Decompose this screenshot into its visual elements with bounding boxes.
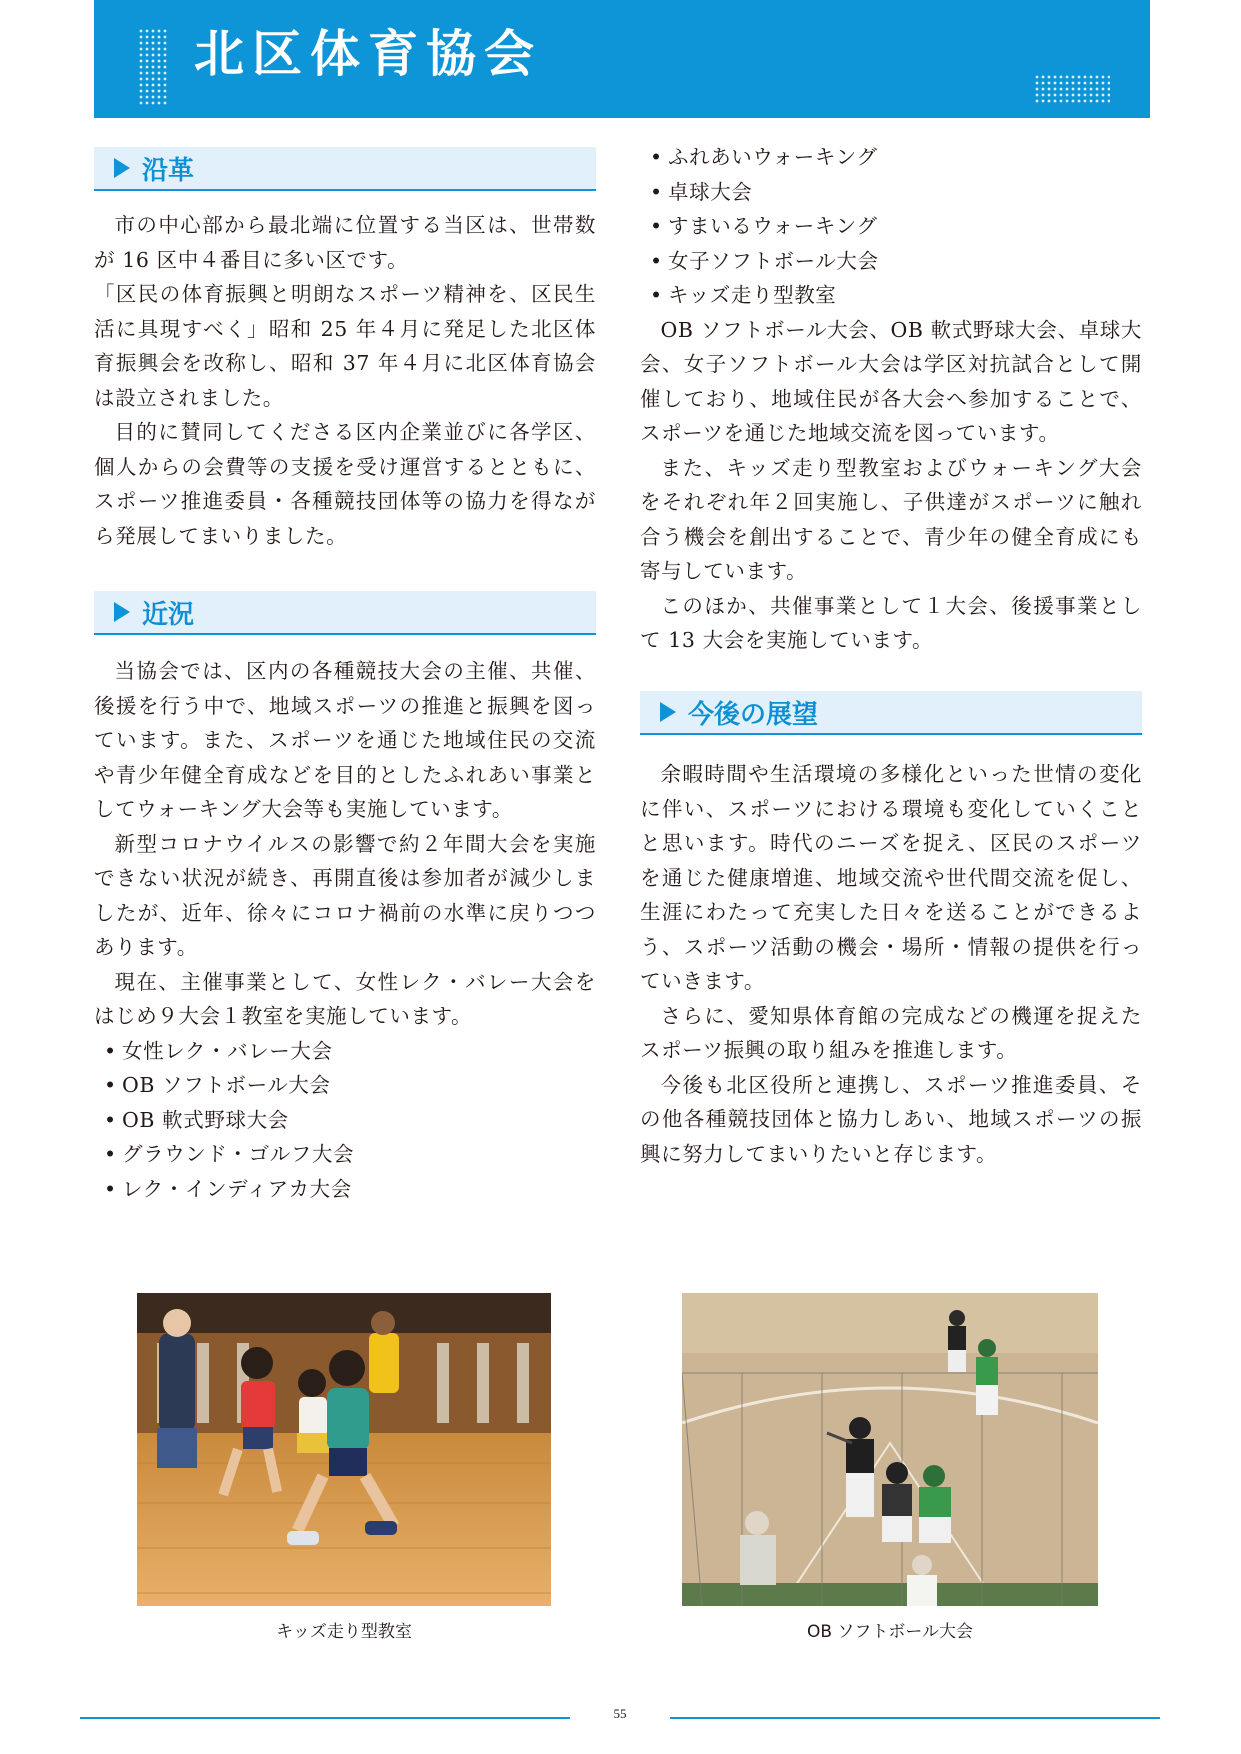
footer-divider (670, 1717, 1160, 1719)
paragraph: 当協会では、区内の各種競技大会の主催、共催、後援を行う中で、地域スポーツの推進と振興を図っています。また、スポーツを通じた地域住民の交流や青少年健全育成などを目的としたふれあい事業としてウォーキング大会等も実施しています。 (94, 659, 596, 821)
paragraph: このほか、共催事業として１大会、後援事業として 13 大会を実施しています。 (640, 593, 1142, 652)
footer-divider (80, 1717, 570, 1719)
paragraph: 余暇時間や生活環境の多様化といった世情の変化に伴い、スポーツにおける環境も変化していくことと思います。時代のニーズを捉え、区民のスポーツを通じた健康増進、地域交流や世代間交流を促し、生涯にわたって充実した日々を送ることができるよう、スポーツ活動の機会・場所・情報の提供を行っていきます。 (640, 762, 1142, 993)
list-item: • ふれあいウォーキング (640, 140, 1142, 175)
paragraph: 目的に賛同してくださる区内企業並びに各学区、個人からの会費等の支援を受け運営するとともに、スポーツ推進委員・各種競技団体等の協力を得ながら発展してまいりました。 (94, 420, 596, 548)
paragraph: さらに、愛知県体育館の完成などの機運を捉えたスポーツ振興の取り組みを推進します。 (640, 1003, 1142, 1062)
list-item: • OB 軟式野球大会 (94, 1103, 596, 1138)
photo-illustration (682, 1293, 1098, 1606)
event-list (94, 1034, 596, 1207)
list-item: • 女子ソフトボール大会 (640, 244, 1142, 279)
paragraph: 市の中心部から最北端に位置する当区は、世帯数が 16 区中４番目に多い区です。 (94, 213, 596, 272)
section-header-recent (94, 591, 596, 635)
paragraph: 今後も北区役所と連携し、スポーツ推進委員、その他各種競技団体と協力しあい、地域スポーツの振興に努力してまいりたいと存じます。 (640, 1072, 1142, 1166)
list-item: • キッズ走り型教室 (640, 278, 1142, 313)
paragraph: また、キッズ走り型教室およびウォーキング大会をそれぞれ年２回実施し、子供達がスポーツに触れ合う機会を創出することで、青少年の健全育成にも寄与しています。 (640, 455, 1142, 583)
event-list (640, 140, 1142, 313)
paragraph: OB ソフトボール大会、OB 軟式野球大会、卓球大会、女子ソフトボール大会は学区対抗試合として開催しており、地域住民が各大会へ参加することで、スポーツを通じた地域交流を図っています。 (640, 317, 1142, 445)
list-item: • 女性レク・バレー大会 (94, 1034, 596, 1069)
dot-pattern-decoration (138, 28, 168, 106)
triangle-bullet-icon (660, 702, 676, 722)
triangle-bullet-icon (114, 158, 130, 178)
paragraph: 現在、主催事業として、女性レク・バレー大会をはじめ９大会１教室を実施しています。 (94, 969, 596, 1028)
paragraph: 新型コロナウイルスの影響で約２年間大会を実施できない状況が続き、再開直後は参加者が減少しましたが、近年、徐々にコロナ禍前の水準に戻りつつあります。 (94, 831, 596, 959)
section-title: 近況 (142, 599, 195, 630)
section-title: 今後の展望 (688, 699, 819, 730)
photo-illustration (137, 1293, 551, 1606)
triangle-bullet-icon (114, 602, 130, 622)
section-title: 沿革 (142, 155, 195, 186)
list-item: • レク・インディアカ大会 (94, 1172, 596, 1207)
list-item: • グラウンド・ゴルフ大会 (94, 1137, 596, 1172)
photo-caption: OB ソフトボール大会 (806, 1622, 974, 1642)
photo-ob-softball (682, 1293, 1098, 1606)
history-body (94, 208, 596, 553)
page-number: 55 (613, 1706, 627, 1721)
list-item: • OB ソフトボール大会 (94, 1068, 596, 1103)
page-header (94, 0, 1150, 118)
section-header-history (94, 147, 596, 191)
paragraph: 「区民の体育振興と明朗なスポーツ精神を、区民生活に具現すべく」昭和 25 年４月に発足した北区体育振興会を改称し、昭和 37 年４月に北区体育協会は設立されました。 (94, 282, 596, 410)
section-header-outlook (640, 691, 1142, 735)
dot-pattern-decoration (1034, 74, 1110, 104)
recent-body (94, 654, 596, 1206)
page-title: 北区体育協会 (194, 25, 542, 83)
list-item: • 卓球大会 (640, 175, 1142, 210)
list-item: • すまいるウォーキング (640, 209, 1142, 244)
photo-kids-running-class (137, 1293, 551, 1606)
photo-caption: キッズ走り型教室 (276, 1622, 412, 1642)
recent-body-continued (640, 140, 1142, 658)
outlook-body (640, 757, 1142, 1171)
